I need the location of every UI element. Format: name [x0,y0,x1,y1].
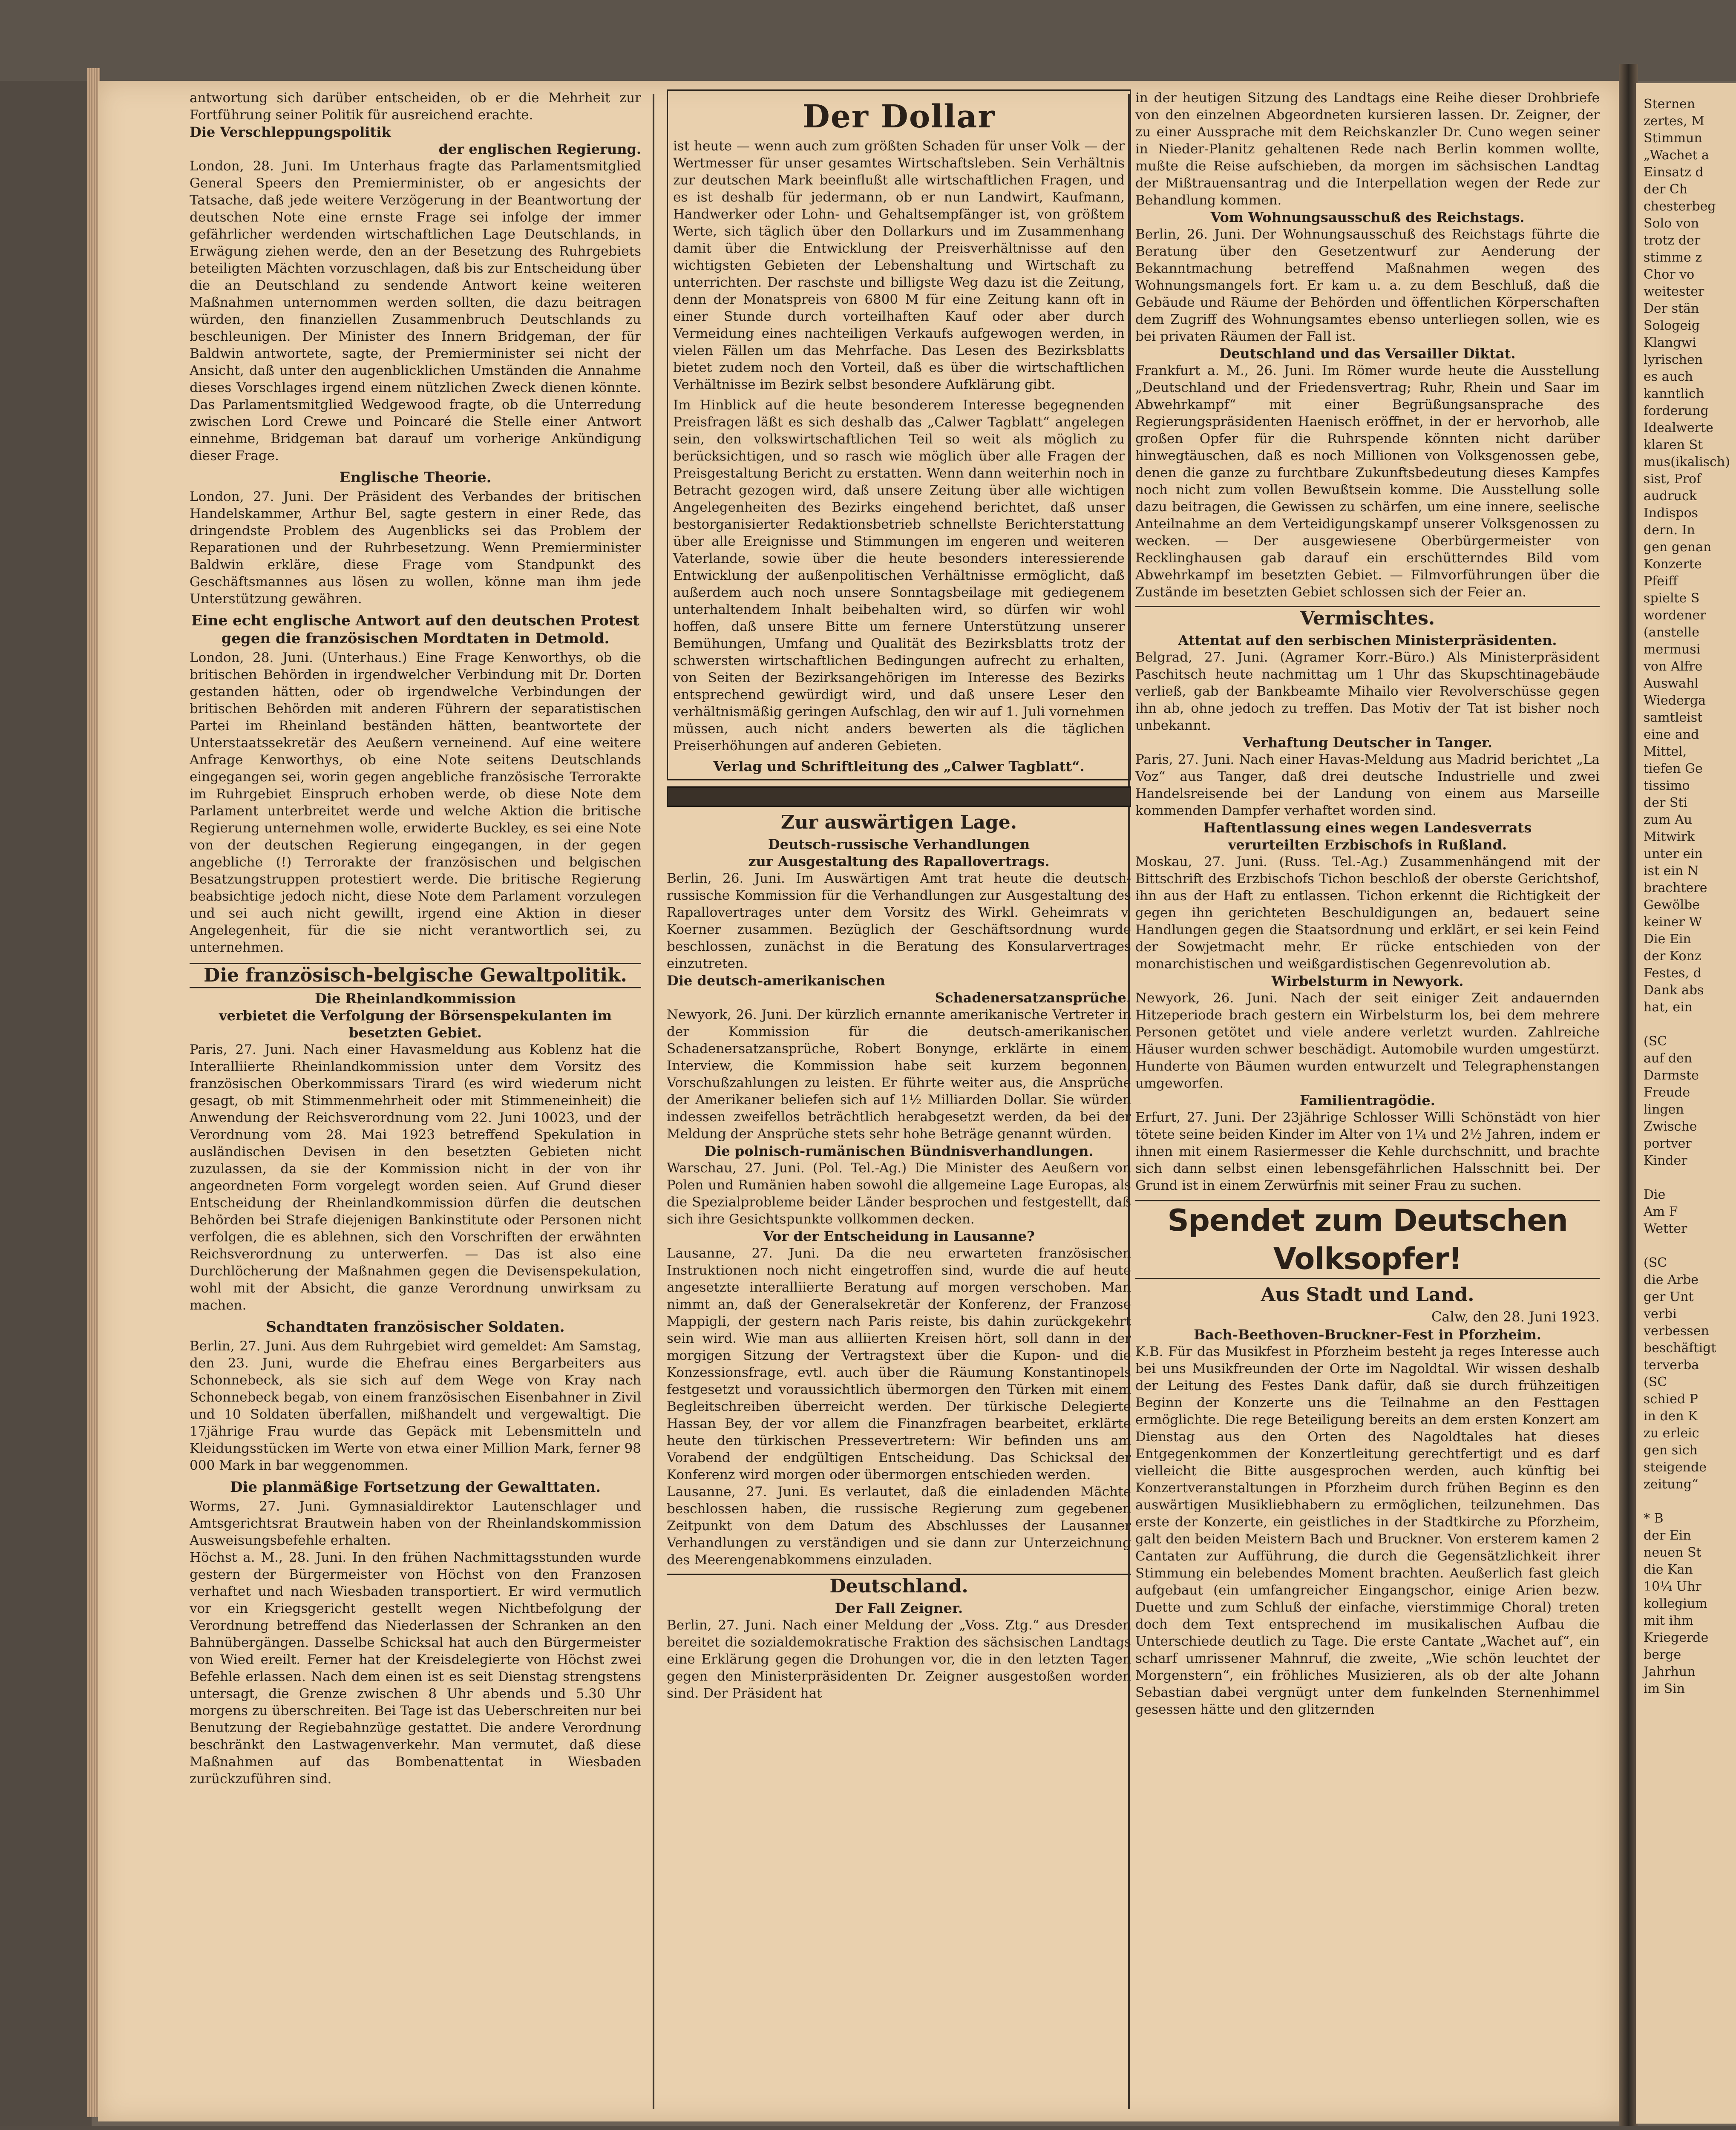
next-page-line: (SC [1644,1034,1667,1049]
dollar-notice-box [667,89,1131,780]
article-text: Newyork, 26. Juni. Nach der seit einiger Zeit andauernden Hitzeperiode brach gestern ein Wirbelsturm los, bei dem mehrere Personen getötet und viele andere verletzt wurden. Zahlreiche Häuser wurden schwer beschädigt. Automobile wurden umgestürzt. Hunderte von Bäumen wurden entwurzelt und Telegraphenstangen umgeworfen. [1135,990,1600,1091]
next-page-line: Wetter [1644,1221,1687,1236]
next-page-line: trotz der [1644,233,1701,248]
next-page-line [1644,1016,1730,1033]
column-3 [1135,89,1600,2109]
background-left [0,0,92,2130]
article-subheadline: zur Ausgestaltung des Rapallovertrags. [748,853,1050,869]
article-text: Lausanne, 27. Juni. Da die neu erwarteten französischen Instruktionen noch nicht eingetroffen sind, wurde die auf heute angesetzte interalliierte Beratung auf morgen verschoben. Man nimmt an, daß der Generalsekretär der Konferenz, der Franzose Mappigli, der gestern nach Paris reiste, bis dahin zurückgekehrt sein wird. Wie man aus alliierten Kreisen hört, soll dann in der morgigen Sitzung der Vertragstext über die Kupon- und die Konzessionsfrage, evtl. auch über die Räumung Konstantinopels festgesetzt und voraussichtlich übermorgen den Türken mit einem Begleitschreiben überreicht werden. Der türkische Delegierte Hassan Bey, der vor allem die Finanzfragen bearbeitet, erklärte heute den türkischen Pressevertretern: Wir befinden uns am Vorabend der endgültigen Entscheidung. Das Schicksal der Konferenz wird morgen oder übermorgen entschieden werden. [667,1246,1131,1482]
next-page-line: (SC [1644,1255,1667,1270]
next-page-line: Mitwirk [1644,829,1695,844]
next-page-line: kanntlich [1644,386,1704,401]
next-page-line: Idealwerte [1644,420,1713,435]
next-page-line: klaren St [1644,438,1703,452]
next-page-line: lyrischen [1644,352,1703,367]
article-text: Berlin, 27. Juni. Aus dem Ruhrgebiet wird gemeldet: Am Samstag, den 23. Juni, wurde die Ehefrau eines Bergarbeiters aus Schonnebeck, als sie sich auf dem Wege von Kray nach Schonnebeck begab, von einem französischen Eisenbahner in Zivil und 10 Soldaten überfallen, mißhandelt und vergewaltigt. Die 17jährige Frau wurde das Gepäck mit Lebensmitteln und Kleidungsstücken im Werte von etwa einer Million Mark, ferner 98 000 Mark in bar weggenommen. [190,1338,641,1473]
next-page-line: gen genan [1644,540,1712,555]
next-page-line: Klangwi [1644,335,1696,350]
article-headline: Haftentlassung eines wegen Landesverrats [1203,820,1532,836]
next-page-line: terverba [1644,1358,1699,1373]
article-headline: Attentat auf den serbischen Ministerpräsidenten. [1178,632,1557,648]
next-page-line: hat, ein [1644,1000,1693,1015]
next-page-line: Gewölbe [1644,898,1700,912]
notice-text: ist heute — wenn auch zum größten Schaden für unser Volk — der Wertmesser für unser gesamtes Wirtschaftsleben. Sein Verhältnis zur deutschen Mark beeinflußt alle wirtschaftlichen Fragen, und es ist deshalb für jedermann, ob er nun Landwirt, Kaufmann, Handwerker oder Lohn- und Gehaltsempfänger ist, von größtem Werte, sich täglich über den Dollarkurs und im Zusammenhang damit über die Entwicklung der Preisverhältnisse auf den wichtigsten Gebieten der Lebenshaltung und Wirtschaft zu unterrichten. Der raschste und billigste Weg dazu ist die Zeitung, denn der Monatspreis von 6800 M für eine Zeitung kann oft in einer Stunde durch vorteilhaften Kauf oder aber durch Vermeidung eines nachteiligen Verkaufs aufgewogen werden, in vielen Fällen um das Mehrfache. Das Lesen des Bezirksblatts bietet zudem noch den Vorteil, daß es über die wirtschaftlichen Verhältnisse im Bezirk selbst besondere Aufklärung gibt. [673,138,1125,392]
section-headline: Vermischtes. [1135,606,1600,630]
notice-title: Der Dollar [802,98,996,135]
book-gutter [1619,64,1638,2126]
article-headline: Bach-Beethoven-Bruckner-Fest in Pforzheim. [1194,1327,1541,1343]
next-page-line: audruck [1644,489,1697,504]
appeal-banner: Spendet zum Deutschen Volksopfer! [1135,1200,1600,1279]
section-headline: Zur auswärtigen Lage. [780,812,1017,833]
next-page-line: (SC [1644,1375,1667,1390]
next-page-line: 10¼ Uhr [1644,1579,1701,1594]
next-page-line: dern. In [1644,523,1695,538]
next-page-line: beschäftigt [1644,1341,1716,1356]
article-text: London, 28. Juni. Im Unterhaus fragte das Parlamentsmitglied General Speers den Premierminister, ob er angesichts der Tatsache, daß jede weitere Verzögerung in der Beantwortung der deutschen Note eine ernste Frage sei infolge der immer gefährlicher werdenden wirtschaftlichen Lage Deutschlands, in Erwägung ziehen werde, den an der Besetzung des Ruhrgebiets beteiligten Mächten vorzuschlagen, daß bis zur Entscheidung über die an Deutschland zu sendende Antwort keine weiteren Maßnahmen unternommen werden sollten, die dazu beitragen würden, den finanziellen Zusammenbruch Deutschlands zu beschleunigen. Der Minister des Innern Bridgeman, der für Baldwin antwortete, sagte, der Premierminister sei nicht der Ansicht, daß unter den augenblicklichen Umständen die Annahme dieses Vorschlages irgend einem nützlichen Zweck dienen könnte. Das Parlamentsmitglied Wedgewood fragte, ob die Unterredung zwischen Lord Crewe und Poincaré die Stelle einer Antwort einnehme, Bridgeman bat darauf um vorherige Ankündigung dieser Frage. [190,158,641,463]
article-headline: der englischen Regierung. [438,141,641,157]
next-page-line: tissimo [1644,778,1690,793]
article-text: Newyork, 26. Juni. Der kürzlich ernannte amerikanische Vertreter in der Kommission für die deutsch-amerikanischen Schadenersatzansprüche, Robert Bonynge, erklärte in einem Interview, die Kommission habe seit kurzem begonnen, Vorschußzahlungen zu leisten. Er führte weiter aus, die Ansprüche der Amerikaner beliefen sich auf 1½ Milliarden Dollar. Sie würden indessen zweifellos beträchtlich herabgesetzt werden, da bei der Meldung der Ansprüche stets sehr hohe Beträge genannt würden. [667,1007,1131,1142]
column-2 [667,89,1131,2109]
article-text: Worms, 27. Juni. Gymnasialdirektor Lautenschlager und Amtsgerichtsrat Brautwein haben von der Rheinlandskommission Ausweisungsbefehle erhalten. [190,1499,641,1548]
next-page-line [1644,1238,1730,1255]
next-page-line: stimme z [1644,250,1702,265]
next-page-text [1644,96,1730,1698]
next-page-line: Mittel, [1644,744,1687,759]
article-text: K.B. Für das Musikfest in Pforzheim besteht ja reges Interesse auch bei uns Musikfreunden der Orte im Nagoldtal. Wir wissen deshalb der Leitung des Festes Dank dafür, daß sie durch frühzeitigen Beginn der Konzerte uns die Teilnahme an den Festtagen ermöglichte. Die rege Beteiligung bereits an dem ersten Konzert am Dienstag aus den Orten des Nagoldtales hat dieses Entgegenkommen der Konzertleitung gerechtfertigt und es darf vielleicht die Bitte ausgesprochen werden, auch künftig bei Konzertveranstaltungen in Pforzheim durch frühen Beginn es den auswärtigen Musikliebhabern zu ermöglichen, teilzunehmen. Das erste der Konzerte, ein geistliches in der Stadtkirche zu Pforzheim, galt den beiden Meistern Bach und Bruckner. Von ersterem kamen 2 Cantaten zur Aufführung, die durch die Gegensätzlichkeit ihrer Stimmung ein belebendes Moment brachten. Aeußerlich fast gleich aufgebaut (ein umfangreicher Eingangschor, einige Arien bezw. Duette und zum Schluß der einfache, vierstimmige Choral) treten doch dem Text entsprechend im musikalischen Aufbau die Unterschiede deutlich zu Tage. Die erste Cantate „Wachet auf“, ein scharf umrissener Mahnruf, die zweite, „Wie schön leuchtet der Morgenstern“, ein fröhliches Musizieren, als ob der alte Johann Sebastian dabei vergnügt unter dem funkelnden Sternenhimmel gesessen hätte und den glitzernden [1135,1344,1600,1717]
next-page-line [1644,1169,1730,1186]
article-headline: Englische Theorie. [339,469,492,486]
next-page-line: zum Au [1644,812,1693,827]
next-page-line: Festes, d [1644,966,1701,981]
article-headline: Der Fall Zeigner. [835,1600,963,1616]
next-page-line: Einsatz d [1644,165,1704,180]
next-page-line: neuen St [1644,1545,1701,1560]
article-text: Warschau, 27. Juni. (Pol. Tel.-Ag.) Die Minister des Aeußern von Polen und Rumänien haben sowohl die allgemeine Lage Europas, als die Spezialprobleme beider Länder besprochen und festgestellt, daß sich ihre Gesichtspunkte vollkommen decken. [667,1160,1131,1227]
background-bottom [0,2126,1736,2130]
next-page-line [1644,1493,1730,1510]
article-headline: Die Verschleppungspolitik [190,124,391,140]
article-headline: Vom Wohnungsausschuß des Reichstags. [1210,209,1525,225]
background-top [0,0,1736,81]
next-page-line: kollegium [1644,1596,1707,1611]
decorative-bar [667,786,1131,807]
next-page-line: Wiederga [1644,693,1706,708]
next-page-line: unter ein [1644,846,1703,861]
next-page-line: berge [1644,1647,1681,1662]
next-page-line: ist ein N [1644,864,1699,878]
next-page-line: brachtere [1644,881,1707,895]
next-page-line: Pfeiff [1644,574,1678,589]
article-text: in der heutigen Sitzung des Landtags eine Reihe dieser Drohbriefe von den einzelnen Abgeordneten kursieren lassen. Dr. Zeigner, der zu einer Aussprache mit dem Reichskanzler Dr. Cuno wegen seiner in Nieder-Planitz gehaltenen Rede nach Berlin kommen wollte, mußte die Reise aufschieben, da morgen im sächsischen Landtag der Mißtrauensantrag und die Interpellation wegen der Rede zur Behandlung kommen. [1135,90,1600,208]
article-text: Berlin, 27. Juni. Nach einer Meldung der „Voss. Ztg.“ aus Dresden bereitet die sozialdemokratische Fraktion des sächsischen Landtags eine Erklärung gegen die Drohungen vor, die in den letzten Tagen gegen den Ministerpräsidenten Dr. Zeigner ausgestoßen worden sind. Der Präsident hat [667,1618,1131,1701]
next-page-line: die Kan [1644,1562,1693,1577]
next-page-line: forderung [1644,403,1709,418]
next-page-line: ger Unt [1644,1290,1694,1304]
next-page-line: Indispos [1644,506,1699,521]
section-headline: Aus Stadt und Land. [1261,1284,1474,1306]
article-subheadline: Schadenersatzansprüche. [935,990,1131,1006]
next-page-line: es auch [1644,369,1693,384]
next-page-line: mit ihm [1644,1613,1693,1628]
next-page-edge [1636,83,1736,2124]
next-page-line: der Sti [1644,795,1688,810]
section-headline: Deutschland. [667,1574,1131,1598]
next-page-line: samtleist [1644,710,1703,725]
notice-text: Im Hinblick auf die heute besonderem Interesse begegnenden Preisfragen läßt es sich deshalb das „Calwer Tagblatt“ angelegen sein, den volkswirtschaftlichen Teil so weit als möglich zu berücksichtigen, und so rasch wie möglich über alle Fragen der Preisgestaltung Bericht zu erstatten. Wenn dann weiterhin noch in Betracht gezogen wird, daß unsere Zeitung über alle wichtigen Angelegenheiten des Bezirks eingehend berichtet, daß unser bestorganisierter Redaktionsbetrieb schnellste Berichterstattung über alle Ereignisse und Stimmungen im engeren und weiteren Vaterlande, sowie über die heute besonders interessierende Entwicklung der außenpolitischen Verhältnisse ermöglicht, daß außerdem auch noch unsere Sonntagsbeilage mit gediegenem unterhaltendem Inhalt beibehalten wird, so dürfen wir wohl hoffen, daß unsere Bitte um fernere Unterstützung unserer Bemühungen, Umfang und Qualität des Bezirksblatts trotz der schwersten wirtschaftlichen Bedingungen aufrecht zu erhalten, von Seiten der Bezirksangehörigen im Interesse des Bezirks entsprechend gewürdigt wird, und daß unsere Leser den verhältnismäßig geringen Aufschlag, den wir auf 1. Juli vornehmen müssen, auch nicht anders bewerten als die täglichen Preiserhöhungen auf anderen Gebieten. [673,397,1125,754]
article-text: Erfurt, 27. Juni. Der 23jährige Schlosser Willi Schönstädt von hier tötete seine beiden Kinder im Alter von 1¼ und 2½ Jahren, indem er ihnen mit einem Rasiermesser die Kehle durchschnitt, und brachte sich dann selbst einen lebensgefährlichen Halsschnitt bei. Der Grund ist in einem Zerwürfnis mit seiner Frau zu suchen. [1135,1110,1600,1193]
article-text: Frankfurt a. M., 26. Juni. Im Römer wurde heute die Ausstellung „Deutschland und der Friedensvertrag; Ruhr, Rhein und Saar im Abwehrkampf“ mit einer Begrüßungsansprache des Regierungspräsidenten Haenisch eröffnet, in der er hervorhob, alle großen Opfer für die Ruhrspende könnten nicht darüber hinwegtäuschen, daß es noch Millionen von Volksgenossen gebe, denen die ganze zu furchtbare Zukunftsbedeutung dieses Kampfes noch nicht zum vollen Bewußtsein komme. Die Ausstellung solle dazu beitragen, die Gewissen zu schärfen, um eine innere, seelische Anteilnahme an dem Verteidigungskampf unserer Volksgenossen zu wecken. — Der ausgewiesene Oberbürgermeister von Recklinghausen gab darauf ein erschütterndes Bild vom Abwehrkampf im besetzten Gebiet. — Filmvorführungen über die Zustände im besetzten Gebiet schlossen sich der Feier an. [1135,363,1600,600]
next-page-line: Kriegerde [1644,1630,1709,1645]
section-headline: Die französisch-belgische Gewaltpolitik. [190,963,641,988]
column-rule [653,94,654,2109]
next-page-line: eine and [1644,727,1699,742]
next-page-line: der Ein [1644,1528,1691,1543]
next-page-line: Chor vo [1644,267,1695,282]
article-text: Lausanne, 27. Juni. Es verlautet, daß die einladenden Mächte beschlossen haben, die russische Regierung zum gegebenen Zeitpunkt von dem Datum des Abschlusses der Lausanner Verhandlungen zu verständigen und sie dann zur Unterzeichnung des Meerengenabkommens einzuladen. [667,1484,1131,1568]
next-page-line: tiefen Ge [1644,761,1703,776]
next-page-line: Am F [1644,1204,1678,1219]
next-page-line: von Alfre [1644,659,1703,674]
article-text: Moskau, 27. Juni. (Russ. Tel.-Ag.) Zusammenhängend mit der Bittschrift des Erzbischofs Tichon beschloß der oberste Gerichtshof, ihn aus der Haft zu entlassen. Tichon erkennt die Richtigkeit der gegen ihn gerichteten Beschuldigungen an, bedauert seine Handlungen gegen die Staatsordnung und erklärt, er sei kein Feind der Sowjetmacht mehr. Er rücke entschieden von der monarchistischen und weißgardistischen Gegenrevolution ab. [1135,854,1600,972]
article-text: London, 27. Juni. Der Präsident des Verbandes der britischen Handelskammer, Arthur Bel, sagte gestern in einer Rede, das dringendste Problem des Augenblicks sei das Problem der Reparationen und der Ruhrbesetzung. Wenn Premierminister Baldwin erkläre, diese Frage vom Standpunkt des Geschäftsmannes aus lösen zu wollen, könne man ihm jede Unterstützung gewähren. [190,489,641,607]
article-headline: Familientragödie. [1300,1092,1435,1108]
article-headline: Schandtaten französischer Soldaten. [266,1318,565,1336]
next-page-line: zertes, M [1644,114,1704,129]
next-page-line: „Wachet a [1644,148,1709,163]
next-page-line: wordener [1644,608,1706,623]
next-page-line: (anstelle [1644,625,1700,640]
next-page-line: portver [1644,1136,1692,1151]
article-text: Paris, 27. Juni. Nach einer Havas-Meldung aus Madrid berichtet „La Voz“ aus Tanger, daß drei deutsche Industrielle und zwei Handelsreisende bei der Landung von einem aus Marseille kommenden Dampfer verhaftet worden sind. [1135,752,1600,818]
next-page-line: mus(ikalisch) [1644,455,1730,469]
next-page-line: spielte S [1644,591,1700,606]
article-text: Belgrad, 27. Juni. (Agramer Korr.-Büro.) Als Ministerpräsident Paschitsch heute nachmittag um 1 Uhr das Skupschtinagebäude verließ, gab der Bankbeamte Mihailo vier Revolverschüsse gegen ihn ab, ohne jedoch zu treffen. Das Motiv der Tat ist bisher noch unbekannt. [1135,650,1600,733]
article-subheadline: verbietet die Verfolgung der Börsenspekulanten im besetzten Gebiet. [219,1007,612,1041]
next-page-line: in den K [1644,1409,1698,1424]
next-page-line: die Arbe [1644,1272,1699,1287]
next-page-line: Darmste [1644,1068,1699,1083]
notice-signature: Verlag und Schriftleitung des „Calwer Tagblatt“. [713,758,1085,774]
dateline: Calw, den 28. Juni 1923. [1431,1309,1600,1325]
next-page-line: Konzerte [1644,557,1702,572]
next-page-line: Sternen [1644,97,1696,112]
next-page-line: auf den [1644,1051,1693,1066]
article-headline: Deutschland und das Versailler Diktat. [1219,345,1516,362]
next-page-line: Die Ein [1644,932,1691,947]
article-text: Paris, 27. Juni. Nach einer Havasmeldung aus Koblenz hat die Interalliierte Rheinlandkommission unter dem Vorsitz des französischen Oberkommissars Tirard (es wird wiederum nicht gesagt, ob mit Stimmenmehrheit oder mit Stimmeneinheit) die Anwendung der Reichsverordnung vom 22. Juni 10023, und der Verordnung vom 28. Mai 1923 betreffend Spekulation in ausländischen Devisen in den besetzten Gebieten nicht zuzulassen, da sie der Kommission nicht in der von ihr angeordneten Form vorgelegt worden seien. Auf Grund dieser Entscheidung der Rheinlandkommission dürfen die deutschen Behörden bei Strafe diejenigen Bankinstitute oder Personen nicht verfolgen, die es ablehnen, sich den Vorschriften der erwähnten Reichsverordnung zu unterwerfen. — Das ist also eine Durchlöcherung der Maßnahmen gegen die Devisenspekulation, wohl mit der Absicht, die ganze Verordnung unwirksam zu machen. [190,1042,641,1313]
next-page-line: der Ch [1644,182,1688,197]
next-page-line: Zwische [1644,1119,1697,1134]
next-page-line: verbessen [1644,1324,1709,1338]
next-page-line: zeitung“ [1644,1477,1699,1492]
article-text: London, 28. Juni. (Unterhaus.) Eine Frage Kenworthys, ob die britischen Behörden in irgendwelcher Verbindung mit Dr. Dorten gestanden hätten, oder ob irgendwelche Verbindungen der britischen Behörden mit anderen Führern der separatistischen Partei im Rheinland beständen hätten, beantwortete der Unterstaatssekretär des Aeußern verneinend. Auf eine weitere Anfrage Kenworthys, ob eine Note seitens Deutschlands eingegangen sei, worin gegen angebliche französische Terrorakte im Ruhrgebiet Einspruch erhoben werde, ob diese Note dem Parlament unterbreitet werde und welche Aktion die britische Regierung unternehmen wolle, erwiderte Buckley, es sei eine Note von der deutschen Regierung eingegangen, in der gegen angebliche (!) Terrorakte der französischen und belgischen Besatzungstruppen protestiert werde. Die britische Regierung beabsichtige jedoch nicht, diese Note dem Parlament vorzulegen und sei auch nicht gewillt, irgend eine Aktion in dieser Angelegenheit, für die sie nicht verantwortlich sei, zu unternehmen. [190,650,641,955]
article-headline: Die Rheinlandkommission [315,990,516,1007]
next-page-line: verbi [1644,1307,1677,1321]
next-page-line: Jahrhun [1644,1664,1696,1679]
article-headline: Vor der Entscheidung in Lausanne? [763,1228,1035,1244]
next-page-line: Sologeig [1644,318,1700,333]
article-text: Berlin, 26. Juni. Im Auswärtigen Amt trat heute die deutsch-russische Kommission für die Verhandlungen zur Ausgestaltung des Rapallovertrages unter dem Vorsitz des Wirkl. Geheimrats v. Koerner zusammen. Bezüglich der Geschäftsordnung wurde beschlossen, zunächst in die Beratung des Konsularvertrages einzutreten. [667,871,1131,971]
next-page-line: * B [1644,1511,1664,1526]
next-page-line: Freude [1644,1085,1690,1100]
article-text: Berlin, 26. Juni. Der Wohnungsausschuß des Reichstags führte die Beratung über den Gesetzentwurf zur Aenderung der Bekanntmachung betreffend Maßnahmen wegen des Wohnungsmangels fort. Er kam u. a. zu dem Beschluß, daß die Gebäude und Räume der Behörden und öffentlichen Körperschaften dem Zugriff des Wohnungsamtes ebenso unterliegen sollen, wie es bei privaten Räumen der Fall ist. [1135,227,1600,344]
article-headline: Verhaftung Deutscher in Tanger. [1242,734,1493,751]
article-headline: Wirbelsturm in Newyork. [1271,973,1464,989]
article-text: Höchst a. M., 28. Juni. In den frühen Nachmittagsstunden wurde gestern der Bürgermeister von Höchst von den Franzosen verhaftet und nach Wiesbaden transportiert. Er wird vermutlich vor ein Kriegsgericht gestellt wegen Nichtbefolgung der Verordnung betreffend das Niederlassen der Schranken an den Bahnübergängen. Dasselbe Schicksal hat auch den Bürgermeister von Wied ereilt. Ferner hat der Kreisdelegierte von Höchst zwei Befehle erlassen. Nach dem einen ist es seit Dienstag strengstens untersagt, die Grenze zwischen 8 Uhr abends und 5.30 Uhr morgens zu überschreiten. Bei Tage ist das Ueberschreiten nur bei Benutzung der Regiebahnzüge gestattet. Die andere Verordnung beschränkt den Lastwagenverkehr. Man vermutet, daß diese Maßnahmen auf das Bombenattentat in Wiesbaden zurückzuführen sind. [190,1550,641,1787]
article-headline: Die deutsch-amerikanischen [667,973,885,989]
next-page-line: Solo von [1644,216,1699,231]
next-page-line: Die [1644,1187,1666,1202]
article-subheadline: verurteilten Erzbischofs in Rußland. [1228,837,1507,853]
next-page-line: Dank abs [1644,983,1704,998]
article-headline: Die polnisch-rumänischen Bündnisverhandlungen. [704,1143,1094,1159]
next-page-line: chesterbeg [1644,199,1716,214]
next-page-line: sist, Prof [1644,472,1701,486]
next-page-line: Stimmun [1644,131,1702,146]
next-page-line: Der stän [1644,301,1699,316]
next-page-line: im Sin [1644,1681,1685,1696]
next-page-line: lingen [1644,1102,1684,1117]
next-page-line: der Konz [1644,949,1701,964]
next-page-line: schied P [1644,1392,1698,1407]
article-headline: Deutsch-russische Verhandlungen [768,836,1030,852]
next-page-line: steigende [1644,1460,1707,1475]
next-page-line: mermusi [1644,642,1701,657]
next-page-line: Kinder [1644,1153,1687,1168]
article-headline: Die planmäßige Fortsetzung der Gewalttaten. [230,1479,601,1496]
column-1 [190,89,641,2109]
article-text: antwortung sich darüber entscheiden, ob er die Mehrheit zur Fortführung seiner Politik für ausreichend erachte. [190,90,641,123]
next-page-line: Auswahl [1644,676,1699,691]
article-headline: Eine echt englische Antwort auf den deutschen Protest gegen die französischen Mordtaten in Detmold. [191,612,639,647]
next-page-line: weitester [1644,284,1704,299]
next-page-line: zu erleic [1644,1426,1699,1441]
next-page-line: gen sich [1644,1443,1698,1458]
next-page-line: keiner W [1644,915,1702,930]
